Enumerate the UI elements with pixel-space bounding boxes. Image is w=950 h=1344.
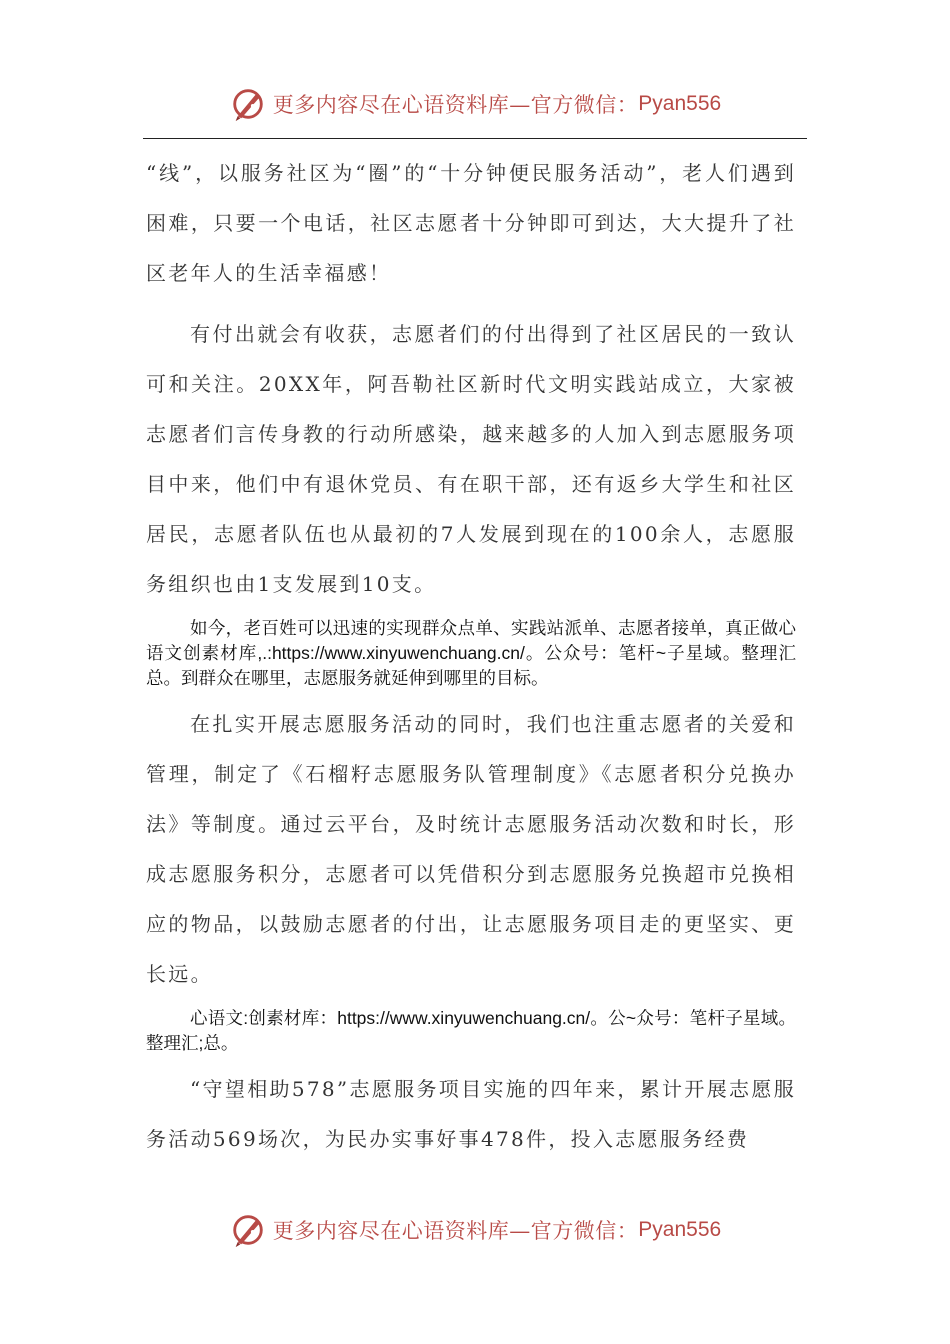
watermark-paragraph-1: 如今，老百姓可以迅速的实现群众点单、实践站派单、志愿者接单，真正做心语文创素材库,.:https://www.xinyuwenchuang.cn/。公众号：笔杆~子星域。整理汇总。到群众在哪里，志愿服务就延伸到哪里的目标。 [146, 618, 796, 688]
paragraph-1: “线”，以服务社区为“圈”的“十分钟便民服务活动”，老人们遇到困难，只要一个电话，社区志愿者十分钟即可到达，大大提升了社区老年人的生活幸福感！ [146, 161, 796, 285]
header-banner [0, 82, 950, 126]
document-body [146, 148, 796, 1164]
footer-banner-text: 更多内容尽在心语资料库—官方微信： [272, 1219, 639, 1243]
header-wechat-id: Pyan556 [638, 92, 722, 115]
header-banner-text: 更多内容尽在心语资料库—官方微信： [272, 93, 639, 117]
pen-logo-icon [229, 85, 267, 123]
pen-logo-icon [229, 1211, 267, 1249]
footer-wechat-id: Pyan556 [638, 1218, 722, 1241]
footer-banner [0, 1208, 950, 1252]
watermark-paragraph-2: 心语文:创素材库：https://www.xinyuwenchuang.cn/。公~众号：笔杆子星域。整理汇;总。 [146, 1008, 796, 1053]
header-divider [143, 138, 807, 139]
paragraph-2: 有付出就会有收获，志愿者们的付出得到了社区居民的一致认可和关注。20XX年，阿吾勒社区新时代文明实践站成立，大家被志愿者们言传身教的行动所感染，越来越多的人加入到志愿服务项目中来，他们中有退休党员、有在职干部，还有返乡大学生和社区居民，志愿者队伍也从最初的7人发展到现在的100余人，志愿服务组织也由1支发展到10支。 [146, 322, 796, 596]
paragraph-4: “守望相助578”志愿服务项目实施的四年来，累计开展志愿服务活动569场次，为民办实事好事478件，投入志愿服务经费 [146, 1077, 796, 1151]
paragraph-3: 在扎实开展志愿服务活动的同时，我们也注重志愿者的关爱和管理，制定了《石榴籽志愿服务队管理制度》《志愿者积分兑换办法》等制度。通过云平台，及时统计志愿服务活动次数和时长，形成志愿服务积分，志愿者可以凭借积分到志愿服务兑换超市兑换相应的物品，以鼓励志愿者的付出，让志愿服务项目走的更坚实、更长远。 [146, 712, 796, 986]
